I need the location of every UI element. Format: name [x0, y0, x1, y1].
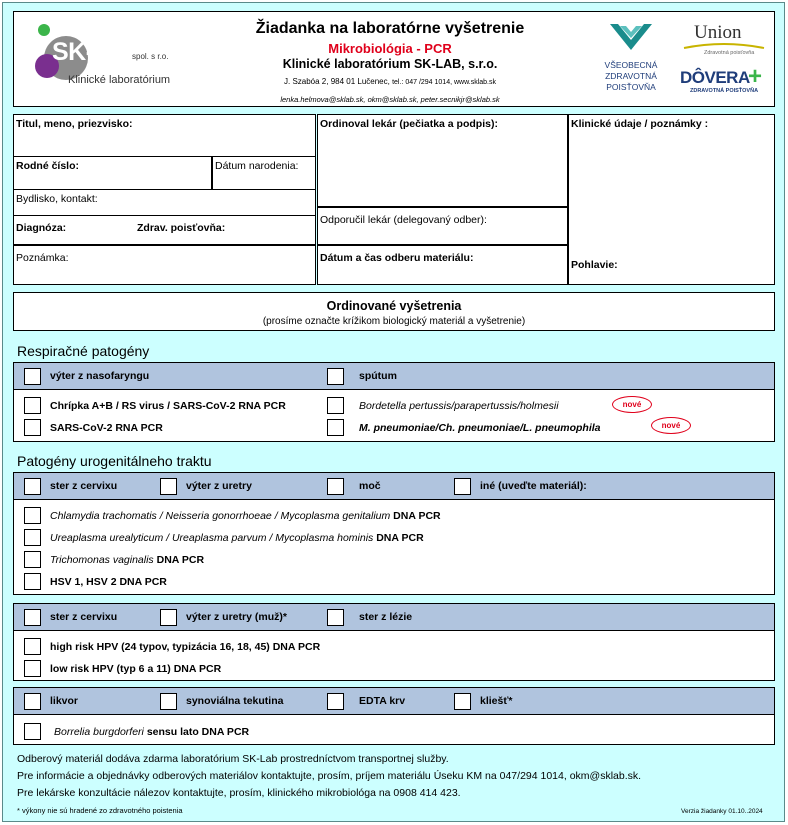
test-trichomonas — [50, 554, 204, 566]
checkbox-csf[interactable] — [24, 693, 41, 710]
union-swoosh-icon — [682, 42, 766, 50]
urogenital-materials-band — [14, 473, 774, 500]
checkbox-nasopharynx[interactable] — [24, 368, 41, 385]
birth-number-field[interactable] — [13, 156, 212, 190]
material-sputum: spútum — [359, 370, 397, 382]
borrelia-box — [13, 687, 775, 745]
address-label: Bydlisko, kontakt: — [16, 193, 98, 205]
material-tick: kliešť* — [480, 695, 513, 707]
clinical-field[interactable] — [568, 114, 775, 285]
footer-line-1: Odberový materiál dodáva zdarma laboratórium SK-Lab prostredníctvom transportnej služby. — [17, 753, 449, 765]
borrelia-materials-band — [14, 688, 774, 715]
birth-date-label: Dátum narodenia: — [215, 160, 299, 172]
vszp-line2: ZDRAVOTNÁ — [605, 71, 657, 81]
diagnosis-field[interactable] — [13, 215, 316, 245]
material-synovial: synoviálna tekutina — [186, 695, 284, 707]
test-method: sensu lato DNA PCR — [146, 726, 250, 738]
checkbox-tick[interactable] — [454, 693, 471, 710]
name-field[interactable] — [13, 114, 316, 157]
test-hpv-high-risk: high risk HPV (24 typov, typizácia 16, 18, 45) DNA PCR — [50, 641, 321, 653]
test-organisms: Trichomonas vaginalis — [50, 554, 154, 566]
checkbox-urethra[interactable] — [160, 478, 177, 495]
test-influenza-rsv-sars: Chrípka A+B / RS virus / SARS-CoV-2 RNA PCR — [50, 400, 286, 412]
form-title: Žiadanka na laboratórne vyšetrenie — [255, 20, 525, 37]
note-label: Poznámka: — [16, 252, 69, 264]
address-field[interactable] — [13, 189, 316, 216]
material-lesion: ster z lézie — [359, 611, 413, 623]
checkbox-edta[interactable] — [327, 693, 344, 710]
dovera-subtitle: ZDRAVOTNÁ POISŤOVŇA — [690, 88, 759, 94]
material-hpv-urethra: výter z uretry (muž)* — [186, 611, 287, 623]
sex-label: Pohlavie: — [571, 259, 618, 271]
logo-suffix: spol. s r.o. — [132, 52, 169, 61]
doctor-field[interactable] — [317, 114, 568, 207]
material-edta: EDTA krv — [359, 695, 406, 707]
test-ureaplasma — [50, 532, 424, 544]
test-method: DNA PCR — [376, 532, 424, 544]
company-name: Klinické laboratórium SK-LAB, s.r.o. — [282, 57, 498, 71]
birth-number-label: Rodné číslo: — [16, 160, 80, 172]
vszp-logo-icon — [608, 22, 654, 54]
note-field[interactable] — [13, 245, 316, 285]
material-cervix: ster z cervixu — [50, 480, 118, 492]
checkbox-trichomonas[interactable] — [24, 551, 41, 568]
checkbox-cervix[interactable] — [24, 478, 41, 495]
footer-note: * výkony nie sú hradené zo zdravotného poistenia — [17, 806, 183, 815]
checkbox-mycoplasma-chlamydia-legionella[interactable] — [327, 419, 344, 436]
ordered-subtitle: (prosíme označte krížikom biologický materiál a vyšetrenie) — [262, 316, 526, 327]
form-subtitle: Mikrobiológia - PCR — [328, 41, 452, 56]
hpv-box — [13, 603, 775, 681]
checkbox-other[interactable] — [454, 478, 471, 495]
logo-text: SK-Lab — [52, 38, 137, 66]
company-address — [230, 77, 550, 86]
material-other: iné (uveďte materiál): — [480, 480, 587, 492]
test-organisms: Borrelia burgdorferi — [54, 726, 144, 738]
test-borrelia — [54, 726, 249, 738]
referred-label: Odporučil lekár (delegovaný odber): — [320, 214, 487, 226]
checkbox-hsv[interactable] — [24, 573, 41, 590]
material-csf: likvor — [50, 695, 79, 707]
request-form — [2, 2, 785, 822]
referred-field[interactable] — [317, 207, 568, 245]
checkbox-borrelia[interactable] — [24, 723, 41, 740]
name-label: Titul, meno, priezvisko: — [16, 118, 133, 130]
new-badge: nové — [612, 396, 652, 413]
checkbox-influenza-rsv-sars[interactable] — [24, 397, 41, 414]
checkbox-hpv-high-risk[interactable] — [24, 638, 41, 655]
address-text: J. Szabóa 2, 984 01 Lučenec, — [284, 77, 390, 86]
checkbox-bordetella[interactable] — [327, 397, 344, 414]
test-chlamydia-neisseria — [50, 510, 441, 522]
material-urine: moč — [359, 480, 381, 492]
test-hpv-low-risk: low risk HPV (typ 6 a 11) DNA PCR — [50, 663, 222, 675]
test-sars: SARS-CoV-2 RNA PCR — [50, 422, 163, 434]
vszp-name — [598, 60, 664, 93]
new-badge: nové — [651, 417, 691, 434]
material-hpv-cervix: ster z cervixu — [50, 611, 118, 623]
sample-time-field[interactable] — [317, 245, 568, 285]
clinical-label: Klinické údaje / poznámky : — [571, 118, 709, 130]
footer-version: Verzia žiadanky 01.10..2024 — [681, 808, 763, 815]
ordered-box — [13, 292, 775, 331]
checkbox-sars[interactable] — [24, 419, 41, 436]
dovera-logo: DÔVERA — [680, 68, 750, 87]
hpv-materials-band — [14, 604, 774, 631]
birth-date-field[interactable] — [212, 156, 316, 190]
phone-text: tel.: 047 /294 1014, www.sklab.sk — [392, 79, 496, 86]
footer-line-3: Pre lekárske konzultácie nálezov kontaktujte, prosím, klinického mikrobiológa na 0908 414 423. — [17, 787, 461, 799]
checkbox-ureaplasma[interactable] — [24, 529, 41, 546]
union-subtitle: Zdravotná poisťovňa — [704, 50, 755, 56]
sample-time-label: Dátum a čas odberu materiálu: — [320, 252, 474, 264]
diagnosis-label: Diagnóza: — [16, 222, 67, 234]
test-hsv: HSV 1, HSV 2 DNA PCR — [50, 576, 167, 588]
material-nasopharynx: výter z nasofaryngu — [50, 370, 150, 382]
footer-line-2: Pre informácie a objednávky odberových materiálov kontaktujte, prosím, príjem materiálu Úseku KM na 047/294 1014, okm@sklab.sk. — [17, 770, 642, 782]
material-urethra: výter z uretry — [186, 480, 252, 492]
respiratory-box — [13, 362, 775, 442]
urogenital-box — [13, 472, 775, 595]
header-box — [13, 11, 775, 107]
respiratory-materials-band — [14, 363, 774, 390]
test-mycoplasma-chlamydia-legionella: M. pneumoniae/Ch. pneumoniae/L. pneumophila — [359, 422, 601, 434]
respiratory-heading: Respiračné patogény — [17, 343, 150, 359]
test-organisms: Ureaplasma urealyticum / Ureaplasma parvum / Mycoplasma hominis — [50, 532, 374, 544]
ordered-title: Ordinované vyšetrenia — [326, 299, 462, 313]
checkbox-urine[interactable] — [327, 478, 344, 495]
checkbox-synovial[interactable] — [160, 693, 177, 710]
union-logo: Union — [694, 22, 742, 43]
checkbox-hpv-cervix[interactable] — [24, 609, 41, 626]
test-method: DNA PCR — [156, 554, 205, 566]
vszp-line3: POISŤOVŇA — [606, 82, 656, 92]
insurer-label: Zdrav. poisťovňa: — [137, 222, 226, 234]
checkbox-chlamydia-neisseria[interactable] — [24, 507, 41, 524]
vszp-line1: VŠEOBECNÁ — [604, 60, 658, 70]
checkbox-hpv-low-risk[interactable] — [24, 660, 41, 677]
test-organisms: Chlamydia trachomatis / Neisseria gonorrhoeae / Mycoplasma genitalium — [50, 510, 391, 522]
checkbox-lesion[interactable] — [327, 609, 344, 626]
logo-subtitle: Klinické laboratórium — [68, 74, 171, 86]
plus-icon: + — [748, 63, 763, 90]
test-bordetella: Bordetella pertussis/parapertussis/holmesii — [359, 400, 559, 412]
doctor-label: Ordinoval lekár (pečiatka a podpis): — [320, 118, 498, 130]
checkbox-sputum[interactable] — [327, 368, 344, 385]
test-method: DNA PCR — [393, 510, 441, 522]
company-emails: lenka.helmova@sklab.sk, okm@sklab.sk, peter.secnikjr@sklab.sk — [280, 95, 500, 104]
checkbox-hpv-urethra[interactable] — [160, 609, 177, 626]
urogenital-heading: Patogény urogenitálneho traktu — [17, 453, 212, 469]
